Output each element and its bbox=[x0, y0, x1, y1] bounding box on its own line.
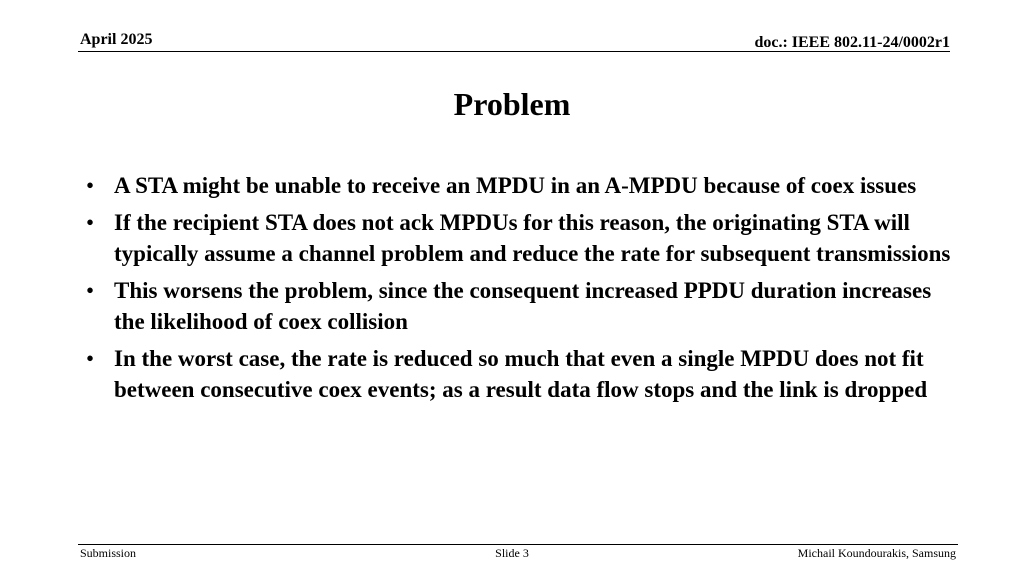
footer-divider bbox=[78, 544, 958, 545]
bullet-item bbox=[82, 275, 952, 337]
bullet-icon: • bbox=[86, 346, 95, 371]
bullet-icon: • bbox=[86, 210, 95, 235]
footer-submission: Submission bbox=[80, 546, 137, 560]
bullet-item bbox=[82, 170, 952, 201]
bullet-text: A STA might be unable to receive an MPDU in an A-MPDU because of coex issues bbox=[114, 173, 917, 198]
bullet-text: This worsens the problem, since the consequent increased PPDU duration increases the likelihood of coex collision bbox=[114, 278, 932, 334]
header-doc-id: doc.: IEEE 802.11-24/0002r1 bbox=[754, 34, 950, 51]
bullet-list bbox=[82, 170, 952, 411]
header-date: April 2025 bbox=[80, 31, 153, 48]
bullet-item bbox=[82, 207, 952, 269]
bullet-icon: • bbox=[86, 278, 95, 303]
bullet-item bbox=[82, 343, 952, 405]
slide-title: Problem bbox=[453, 86, 571, 122]
bullet-text: If the recipient STA does not ack MPDUs for this reason, the originating STA will typically assume a channel problem and reduce the rate for subsequent transmissions bbox=[114, 210, 951, 266]
bullet-icon: • bbox=[86, 173, 95, 198]
bullet-text: In the worst case, the rate is reduced so much that even a single MPDU does not fit between consecutive coex events; as a result data flow stops and the link is dropped bbox=[114, 346, 928, 402]
footer-author: Michail Koundourakis, Samsung bbox=[797, 546, 956, 560]
header-divider bbox=[78, 51, 950, 52]
footer-slide-number: Slide 3 bbox=[495, 546, 529, 560]
